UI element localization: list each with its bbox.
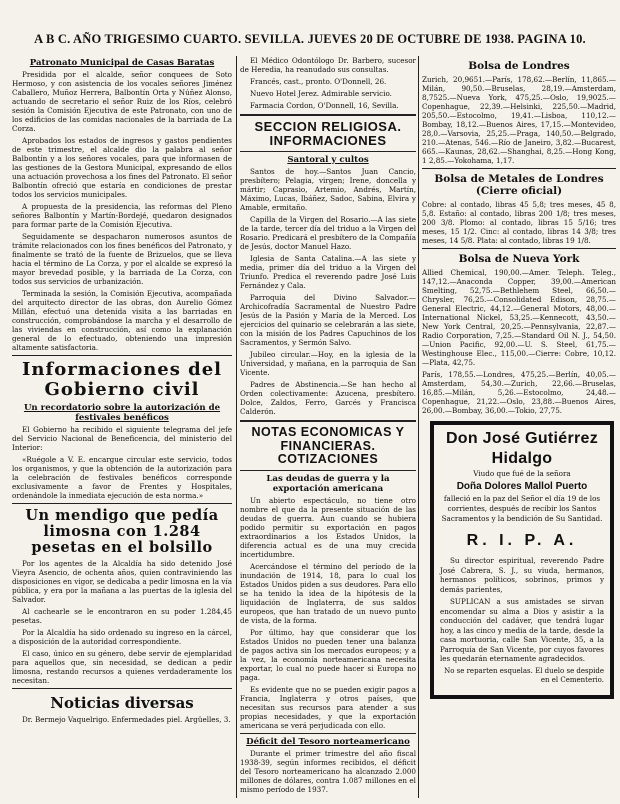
page-header: A B C. AÑO TRIGESIMO CUARTO. SEVILLA. JUEVES 20 DE OCTUBRE DE 1938. PAGINA 10. <box>34 32 586 46</box>
obituary-line: falleció en la paz del Señor el día 19 de los corrientes, después de recibir los Santos Sacramentos y la bendición de Su Santidad. <box>441 494 603 523</box>
obituary-widow: Doña Dolores Mallol Puerto <box>456 481 588 492</box>
article-paragraph: Terminada la sesión, la Comisión Ejecutiva, acompañada del arquitecto director de las obras, don Aurelio Gómez Millán, efectuó una detenida visita a las barriadas en construcción, comprobándose la marcha y el desarrollo de las viviendas en construcción, así como la explanación general de lo efectuado, obteniendo una impresión altamente satisfactoria. <box>12 289 232 352</box>
patronato-heading: Patronato Municipal de Casas Baratas <box>29 58 215 68</box>
article-paragraph: Iglesia de Santa Catalina.—A las siete y media, primer día del triduo a la Virgen del Triunfo. Predica el reverendo padre José Luis Fernández y Cala. <box>240 254 416 290</box>
mendigo-heading: Un mendigo que pedía limosna con 1.284 pesetas en el bolsillo <box>25 507 219 556</box>
article-paragraph: Por la Alcaldía ha sido ordenado su ingreso en la cárcel, a disposición de la autoridad correspondiente. <box>12 628 232 646</box>
column-left <box>12 56 232 802</box>
ad-line: El Médico Odontólogo Dr. Barbero, sucesor de Heredia, ha reanudado sus consultas. <box>240 56 416 74</box>
article-paragraph: A propuesta de la presidencia, las reformas del Pleno señores Balbontín y Martín-Bordejé, quedaron designados para formar parte de la Comisión Ejecutiva. <box>12 202 232 229</box>
article-paragraph: Durante el primer trimestre del año fiscal 1938-39, según informes recibidos, el déficit del Tesoro norteamericano ha alcanzado 2.000 millones de dólares, contra 1.087 millones en el mismo período de 1937. <box>240 748 416 794</box>
obituary-paragraph: Su director espiritual, reverendo Padre José Cabrera, S. J., su viuda, hermanos, hermanos políticos, sobrinos, primos y demás parientes, <box>440 556 604 594</box>
article-paragraph: Aprobados los estados de ingresos y gastos pendientes de este trimestre, el alcalde dio la palabra al señor Balbontín y a los señores vocales, para que informasen de las gestiones de la Gestora Municipal, expresando de ellos una actuación provechosa a los fines del Patronato. El señor Balbontín ofreció que estaría en condiciones de prestar todos los servicios municipales. <box>12 136 232 199</box>
article-paragraph: Acercándose el término del período de la inundación de 1914, 18, para lo cual los Estados Unidos piden a sus deudores. Para ello se ha tenido la idea de la hipótesis de la liquidación de Inglaterra, de sus saldos europeos, que han tratado de un nuevo punto de vista, de la forma. <box>240 561 416 625</box>
divider <box>12 688 232 689</box>
article-paragraph: Santos de hoy.—Santos Juan Cancio, presbítero; Pelagia, virgen; Irene, doncella y mártir; Caprasio, Artemio, Andrés, Martín, Máximo, Lucas, Ibáñez, Sadoc, Sabina, Elvira y Amable, ermitaño. <box>240 167 416 212</box>
seccion-religiosa-heading: SECCION RELIGIOSA. INFORMACIONES <box>254 119 402 148</box>
santoral-heading: Santoral y cultos <box>287 155 369 165</box>
article-paragraph: Capilla de la Virgen del Rosario.—A las siete de la tarde, tercer día del triduo a la Virgen del Rosario. Predicará el presbítero de la Compañía de Jesús, doctor Manuel Hazo. <box>240 215 416 251</box>
column-right <box>422 56 616 802</box>
article-paragraph: Por último, hay que considerar que los Estados Unidos no pueden tener una balanza de pagos activa sin los mercados europeos; y a la vez, la economía norteamericana necesita exportar, lo cual no puede hacer si Europa no paga. <box>240 627 416 682</box>
column-middle <box>240 56 416 802</box>
article-paragraph: Es evidente que no se pueden exigir pagos a Francia, Inglaterra y otros países, que necesitan sus recursos para atender a sus propias necesidades, y que la exportación americana se verá perjudicada con ello. <box>240 684 416 730</box>
column-rule <box>236 56 237 798</box>
quote-list: Zurich, 20,9651.—París, 178,62.—Berlín, 11,865.—Milán, 90,50.—Bruselas, 28,19.—Amsterdam, 8,7525.—Nueva York, 475,25.—Oslo, 19,9025.—Copenhague, 22,39.—Helsinki, 225,50.—Madrid, 205,50.—Estocolmo, 19,41.—Lisboa, 110,12.—Bombay, 18,12.—Buenos Aires, 17,15.—Montevideo, 28,0.—Varsovia, 25,25.—Praga, 140,50.—Belgrado, 210.—Atenas, 546.—Río de Janeiro, 3,82.—Bucarest, 665.—Kaunas, 28,62.—Shanghai, 8,25.—Hong Kong, 1 2,85.—Yokohama, 1,17. <box>422 75 616 165</box>
article-paragraph: Padres de Abstinencia.—Se han hecho al Orden colectivamente: Azucena, presbítero. Dolce, Zaldos, Ferro, Garcés y Francisca Calderón. <box>240 380 416 416</box>
article-paragraph: Parroquia del Divino Salvador.—Archicofradía Sacramental de Nuestro Padre Jesús de la Pasión y María de la Merced. Los ejercicios del quinario se celebrarán a las siete, con la misión de los Padres Capuchinos de los Sacramentos, y Sermón Salvo. <box>240 293 416 347</box>
bolsa-londres-heading: Bolsa de Londres <box>468 60 570 72</box>
obituary-line: Viudo que fué de la señora <box>473 469 571 478</box>
ad-line: Nuevo Hotel Jerez. Admirable servicio. <box>250 89 392 98</box>
quote-list: París, 178,55.—Londres, 475,25.—Berlín, 40,05.—Amsterdam, 54,30.—Zurich, 22,66.—Bruselas, 16,85.—Milán, 5,26.—Estocolmo, 24,48.—Copenhague, 21,22.—Oslo, 23,88.—Buenos Aires, 26,00.—Bombay, 36,00.—Tokio, 27,75. <box>422 370 616 415</box>
divider <box>240 420 416 422</box>
article-paragraph: Al cachearle se le encontraron en su poder 1.284,45 pesetas. <box>12 607 232 625</box>
metales-heading: Bolsa de Metales de Londres (Cierre oficial) <box>434 173 604 197</box>
article-paragraph: Presidida por el alcalde, señor conquees de Soto Hermoso, y con asistencia de los vocales señores Jiménez Caballero, Muñoz Herrera, Balbontín Orta y Núñez Alonso, actuando de secretario el señor Ruiz de los Ríos, celebró sesión la Comisión Ejecutiva de este Patronato, con uno de los edificios de las comidas nacionales de la barriada de La Corza. <box>12 70 232 133</box>
article-paragraph: «Ruégole a V. E. encargue circular este servicio, todos los organismos, y que la obtención de la autorización para la celebración de festivales benéficos corresponde exclusivamente a favor de Frentes y Hospitales, ordenándole la inmediata ejecución de esta norma.» <box>12 455 232 500</box>
article-paragraph: El Gobierno ha recibido el siguiente telegrama del jefe del Servicio Nacional de Beneficencia, del ministerio del Interior: <box>12 425 232 452</box>
divider <box>422 168 616 169</box>
article-paragraph: Dr. Bermejo Vaquelrigo. Enfermedades piel. Argüelles, 3. <box>22 715 231 724</box>
obituary-ripa: R. I. P. A. <box>466 532 578 549</box>
gobierno-heading: Informaciones del Gobierno civil <box>21 359 223 400</box>
divider <box>12 503 232 504</box>
obituary-name: Don José Gutiérrez Hidalgo <box>445 430 599 467</box>
quote-list: Cobre: al contado, libras 45 5,8; tres meses, 45 8, 5,8. Estaño: al contado, libras 200 1/8; tres meses, 200 3/8. Plomo: al contado, libras 15 5/16; tres meses, 15 1/2. Cinc: al contado, libras 14 3/8; tres meses, 14 5/8. Plata: al contado, libras 19 1/8. <box>422 200 616 245</box>
article-paragraph: Seguidamente se despacharon numerosos asuntos de trámite relacionados con los fines benéficos del Patronato, y finalmente se trató de la fuente de Brizuelos, que se lleva hacia el término de La Corza, y por el alcalde se expresó la mayor brevedad posible, y la barriada de La Corza, con todos sus servicios de urbanización. <box>12 232 232 286</box>
divider <box>240 114 416 116</box>
divider <box>12 355 232 356</box>
divider <box>240 733 416 734</box>
ad-line: Francés, cast., pronto. O'Donnell, 26. <box>250 77 387 86</box>
article-paragraph: Por los agentes de la Alcaldía ha sido detenido José Vieyra Asencio, de ochenta años, quien contraviniendo las disposiciones en vigor, se dedicaba a pedir limosna en la vía pública, y era por la mañana a las puertas de la iglesia del Salvador. <box>12 559 232 604</box>
noticias-heading: Noticias diversas <box>50 694 194 712</box>
deficit-heading: Déficit del Tesoro norteamericano <box>246 736 410 747</box>
deudas-heading: Las deudas de guerra y la exportación americana <box>266 473 390 494</box>
quote-list: Allied Chemical, 190,00.—Amer. Teleph. Teleg., 147,12.—Anaconda Copper, 39,00.—American Smelting, 52,75.—Bethlehem Steel, 66,50.—Chrysler, 76,25.—Consolidated Edison, 28,75.—General Electric, 44,12.—General Motors, 48,00.—International Nickel, 53,25.—Kennecott, 43,50.—New York Central, 20,25.—Pennsylvania, 22,87.—Radio Corporation, 7,25.—Standard Oil N. J., 54,50.—Union Pacific, 92,00.—U. S. Steel, 61,75.—Westinghouse Elec., 115,00.—Cierre: Cobre, 10,12.—Plata, 42,75. <box>422 268 616 367</box>
obituary-paragraph: SUPLICAN a sus amistades se sirvan encomendar su alma a Dios y asistir a la conducción del cadáver, que tendrá lugar hoy, a las cinco y media de la tarde, desde la casa mortuoria, calle San Vicente, 35, a la Parroquia de San Vicente, por cuyos favores les quedarán eternamente agradecidos. <box>440 597 604 663</box>
article-paragraph: Jubileo circular.—Hoy, en la iglesia de la Universidad, y mañana, en la parroquia de San Vicente. <box>240 350 416 377</box>
gobierno-subheading: Un recordatorio sobre la autorización de festivales benéficos <box>23 403 221 423</box>
obituary-footer: No se reparten esquelas. El duelo se despide en el Cementerio. <box>444 666 604 684</box>
article-paragraph: El caso, único en su género, debe servir de ejemplaridad para aquellos que, sin necesidad, se dedican a pedir limosna, restando recursos a quienes verdaderamente los necesitan. <box>12 649 232 685</box>
divider <box>240 151 416 152</box>
article-paragraph: Un abierto espectáculo, no tiene otro nombre el que da la presente situación de las deudas de guerra. Aun cuando se hubiera podido permitir su exportación en pagos extraordinarios a los Estados Unidos, la diferencia actual es de una muy crecida incertidumbre. <box>240 495 416 559</box>
ad-line: Farmacia Cordon, O'Donnell, 16, Sevilla. <box>250 101 399 110</box>
divider <box>240 470 416 471</box>
nueva-york-heading: Bolsa de Nueva York <box>458 253 580 265</box>
column-rule <box>418 56 419 798</box>
notas-economicas-heading: NOTAS ECONOMICAS Y FINANCIERAS. COTIZACIONES <box>251 425 405 466</box>
obituary-notice <box>430 421 614 699</box>
divider <box>422 248 616 249</box>
